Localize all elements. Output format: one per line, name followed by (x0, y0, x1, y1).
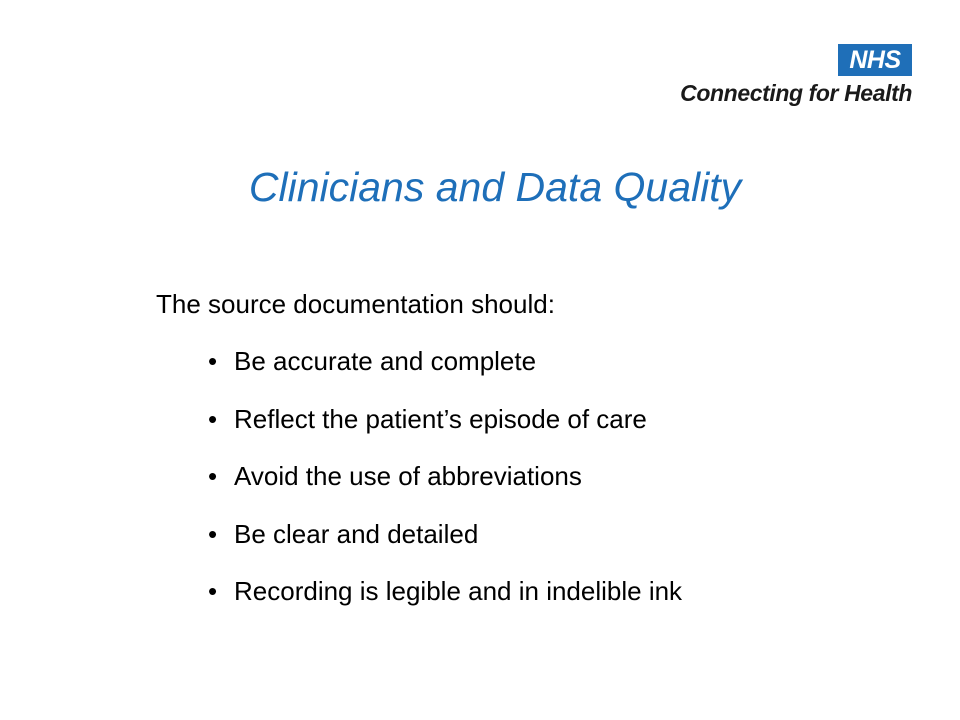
bullet-icon: • (208, 403, 218, 434)
intro-text: The source documentation should: (156, 289, 555, 319)
bullet-list (208, 340, 682, 628)
bullet-icon: • (208, 461, 218, 491)
nhs-cfh-logo (660, 44, 916, 106)
bullet-item (208, 340, 682, 398)
bullet-icon: • (208, 576, 218, 606)
bullet-item (208, 455, 682, 513)
bullet-item (208, 398, 682, 456)
nhs-badge: NHS (838, 44, 912, 76)
bullet-text: Avoid the use of abbreviations (234, 461, 582, 491)
bullet-text: Be clear and detailed (234, 518, 479, 549)
bullet-item (208, 513, 682, 571)
bullet-text: Reflect the patient’s episode of care (234, 403, 647, 434)
bullet-icon: • (208, 346, 218, 376)
bullet-icon: • (208, 518, 218, 549)
bullet-item (208, 570, 682, 628)
bullet-text: Be accurate and complete (234, 346, 537, 376)
logo-tagline: Connecting for Health (680, 80, 912, 106)
bullet-text: Recording is legible and in indelible ink (234, 576, 683, 606)
slide-title: Clinicians and Data Quality (248, 164, 742, 210)
